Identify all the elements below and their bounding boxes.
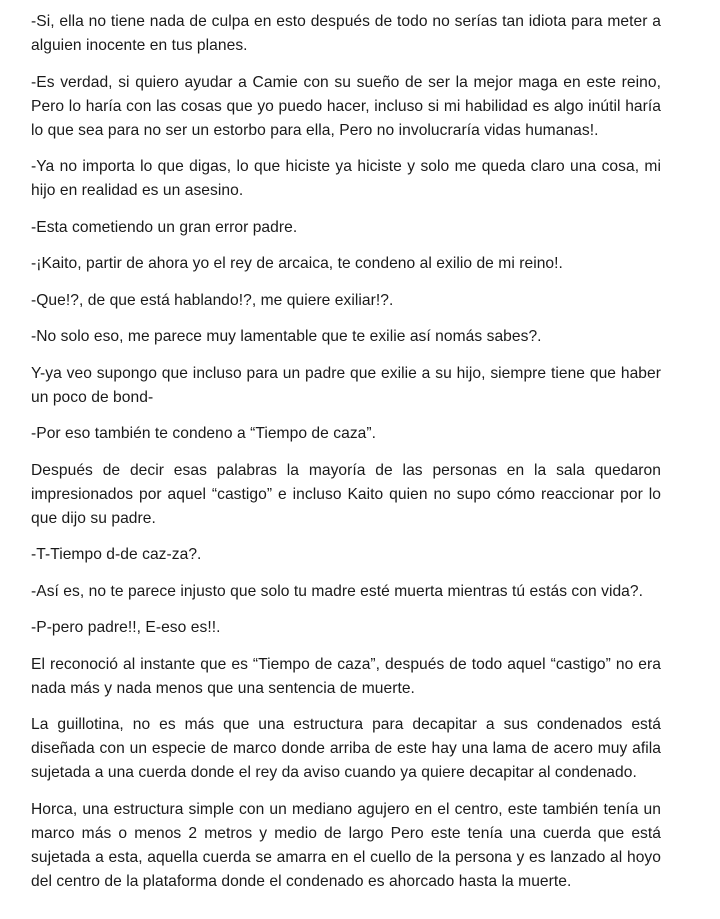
paragraph-2: -Es verdad, si quiero ayudar a Camie con su sueño de ser la mejor maga en este reino, Pero lo haría con las cosas que yo puedo hacer, incluso si mi habilidad es algo inútil haría lo que sea para no ser un estorbo para ella, Pero no involucraría vidas humanas!.	[31, 73, 661, 139]
paragraph-9: -Por eso también te condeno a “Tiempo de caza”.	[31, 425, 377, 442]
paragraph-10: Después de decir esas palabras la mayoría de las personas en la sala quedaron impresionados por aquel “castigo” e incluso Kaito quien no supo cómo reaccionar por lo que dijo su padre.	[31, 461, 661, 527]
paragraph-5: -¡Kaito, partir de ahora yo el rey de arcaica, te condeno al exilio de mi reino!.	[31, 255, 563, 272]
paragraph-12: -Así es, no te parece injusto que solo tu madre esté muerta mientras tú estás con vida?.	[31, 582, 644, 600]
paragraph-1: -Si, ella no tiene nada de culpa en esto después de todo no serías tan idiota para meter a alguien inocente en tus planes.	[31, 13, 661, 54]
paragraph-13: -P-pero padre!!, E-eso es!!.	[31, 619, 221, 636]
paragraph-11: -T-Tiempo d-de caz-za?.	[31, 546, 202, 563]
paragraph-16: Horca, una estructura simple con un mediano agujero en el centro, este también tenía un marco más o menos 2 metros y medio de largo Pero este tenía una cuerda que está sujetada a esta, aquella cuerda se amarra en el cuello de la persona y es lanzado al hoyo del centro de la plataforma donde el condenado es ahorcado hasta la muerte.	[31, 800, 661, 890]
paragraph-3: -Ya no importa lo que digas, lo que hiciste ya hiciste y solo me queda claro una cosa, mi hijo en realidad es un asesino.	[31, 158, 661, 199]
document-page	[31, 10, 661, 906]
paragraph-4: -Esta cometiendo un gran error padre.	[31, 218, 298, 236]
paragraph-15: La guillotina, no es más que una estructura para decapitar a sus condenados está diseñada con un especie de marco donde arriba de este hay una lama de acero muy afila sujetada a una cuerda donde el rey da aviso cuando ya quiere decapitar al condenado.	[31, 716, 661, 781]
paragraph-6: -Que!?, de que está hablando!?, me quiere exiliar!?.	[31, 291, 394, 309]
paragraph-8: Y-ya veo supongo que incluso para un padre que exilie a su hijo, siempre tiene que haber un poco de bond-	[31, 364, 661, 406]
paragraph-7: -No solo eso, me parece muy lamentable que te exilie así nomás sabes?.	[31, 328, 542, 345]
paragraph-14: El reconoció al instante que es “Tiempo de caza”, después de todo aquel “castigo” no era nada más y nada menos que una sentencia de muerte.	[31, 655, 661, 697]
